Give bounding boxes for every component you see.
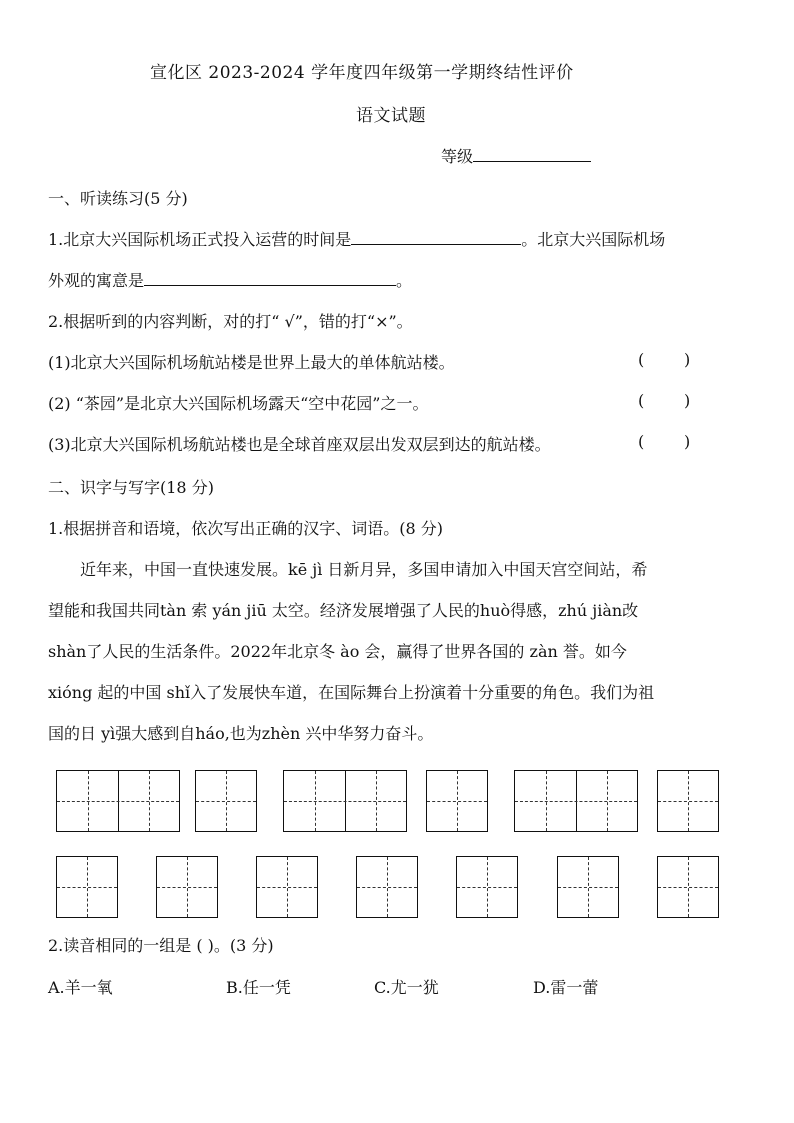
judge-item-2: (2) “茶园”是北京大兴国际机场露天“空中花园”之一。 xyxy=(48,394,429,413)
judge-item-1: (1)北京大兴国际机场航站楼是世界上最大的单体航站楼。 xyxy=(48,353,455,372)
q1-line1 xyxy=(48,227,665,250)
writing-grid-double[interactable] xyxy=(514,770,638,832)
judge-paren-left-2[interactable]: ( xyxy=(638,391,645,410)
q1-text-a: 1.北京大兴国际机场正式投入运营的时间是 xyxy=(48,230,352,249)
writing-grid-double[interactable] xyxy=(283,770,407,832)
grade-blank[interactable] xyxy=(473,147,591,162)
passage-line-5: 国的日 yì强大感到自háo,也为zhèn 兴中华努力奋斗。 xyxy=(48,724,434,743)
writing-grid-single[interactable] xyxy=(356,856,418,918)
writing-grid-single[interactable] xyxy=(426,770,488,832)
option-a[interactable]: A.羊一氧 xyxy=(48,978,113,997)
exam-title: 宣化区 2023-2024 学年度四年级第一学期终结性评价 xyxy=(150,63,574,83)
writing-grid-single[interactable] xyxy=(456,856,518,918)
judge-paren-left-1[interactable]: ( xyxy=(638,350,645,369)
exam-subtitle: 语文试题 xyxy=(356,106,426,126)
section1-heading: 一、听读练习(5 分) xyxy=(48,189,188,208)
judge-paren-right-2[interactable]: ) xyxy=(684,391,691,410)
writing-grid-single[interactable] xyxy=(56,856,118,918)
grade-field[interactable] xyxy=(441,144,591,167)
writing-grid-double[interactable] xyxy=(56,770,180,832)
option-d[interactable]: D.雷一蕾 xyxy=(533,978,599,997)
q1-blank-meaning[interactable] xyxy=(144,271,396,286)
judge-paren-right-1[interactable]: ) xyxy=(684,350,691,369)
judge-item-3: (3)北京大兴国际机场航站楼也是全球首座双层出发双层到达的航站楼。 xyxy=(48,435,551,454)
q1-blank-time[interactable] xyxy=(351,230,521,245)
q1-text-b: 。北京大兴国际机场 xyxy=(521,230,666,249)
s2-q2-stem: 2.读音相同的一组是 ( )。(3 分) xyxy=(48,936,274,955)
s2-q1-stem: 1.根据拼音和语境，依次写出正确的汉字、词语。(8 分) xyxy=(48,519,444,538)
writing-grid-single[interactable] xyxy=(195,770,257,832)
writing-grid-single[interactable] xyxy=(256,856,318,918)
option-b[interactable]: B.任一凭 xyxy=(226,978,291,997)
option-c[interactable]: C.尤一犹 xyxy=(374,978,439,997)
passage-line-1: 近年来，中国一直快速发展。kē jì 日新月异，多国申请加入中国天宫空间站，希 xyxy=(80,560,648,579)
passage-line-2: 望能和我国共同tàn 索 yán jiū 太空。经济发展增强了人民的huò得感，zhú jiàn改 xyxy=(48,601,639,620)
passage-line-3: shàn了人民的生活条件。2022年北京冬 ào 会，赢得了世界各国的 zàn 誉。如今 xyxy=(48,642,627,661)
q2-stem: 2.根据听到的内容判断，对的打“ √”，错的打“×”。 xyxy=(48,312,413,331)
writing-grid-single[interactable] xyxy=(657,770,719,832)
writing-grid-single[interactable] xyxy=(156,856,218,918)
q1-text-c: 外观的寓意是 xyxy=(48,271,145,290)
writing-grid-single[interactable] xyxy=(657,856,719,918)
section2-heading: 二、识字与写字(18 分) xyxy=(48,478,214,497)
q1-line2 xyxy=(48,268,412,291)
q1-text-d: 。 xyxy=(396,271,413,290)
writing-grid-single[interactable] xyxy=(557,856,619,918)
judge-paren-right-3[interactable]: ) xyxy=(684,432,691,451)
grade-label: 等级 xyxy=(441,147,474,166)
passage-line-4: xióng 起的中国 shǐ入了发展快车道，在国际舞台上扮演着十分重要的角色。我们为祖 xyxy=(48,683,655,702)
judge-paren-left-3[interactable]: ( xyxy=(638,432,645,451)
